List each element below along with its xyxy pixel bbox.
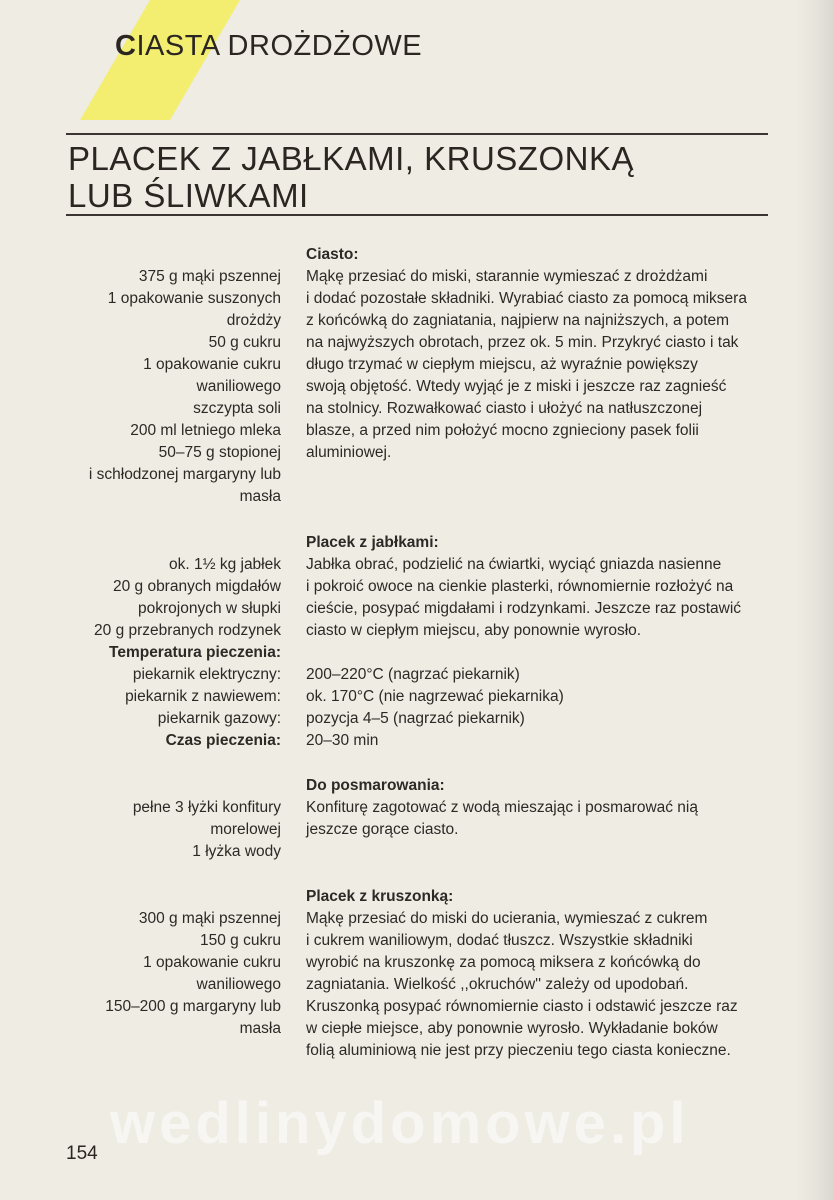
watermark: wedlinydomowe.pl	[110, 1091, 690, 1156]
instruction-line: blasze, a przed nim położyć mocno zgnieciony pasek folii	[306, 422, 699, 439]
ingredient-line: pokrojonych w słupki	[137, 600, 281, 617]
oven-gas-value: pozycja 4–5 (nagrzać piekarnik)	[306, 710, 525, 727]
ingredient-line: waniliowego	[196, 976, 281, 993]
kruszonka-instructions	[306, 886, 772, 1062]
baking-values	[306, 664, 772, 752]
recipe-title-line1: PLACEK Z JABŁKAMI, KRUSZONKĄ	[68, 140, 634, 177]
ingredient-line: masła	[239, 488, 281, 505]
ingredient-line: waniliowego	[196, 378, 281, 395]
instruction-line: zagniatania. Wielkość ,,okruchów'' zależy od upodobań.	[306, 976, 689, 993]
oven-gas-label: piekarnik gazowy:	[157, 710, 281, 727]
instruction-line: cieście, posypać migdałami i rodzynkami. Jeszcze raz postawić	[306, 600, 742, 617]
ingredient-line: morelowej	[210, 821, 281, 838]
instruction-line: wyrobić na kruszonkę za pomocą miksera z końcówką do	[306, 954, 701, 971]
ciasto-instructions	[306, 244, 772, 464]
ingredient-line: i schłodzonej margaryny lub	[88, 466, 281, 483]
recipe-title-line2: LUB ŚLIWKAMI	[68, 177, 309, 214]
ingredient-line: szczypta soli	[193, 400, 281, 417]
posmarowanie-heading: Do posmarowania:	[306, 777, 445, 794]
page-edge-shadow	[794, 0, 834, 1200]
instruction-line: w ciepłe miejsce, aby ponownie wyrosło. Wykładanie boków	[306, 1020, 718, 1037]
instruction-line: Mąkę przesiać do miski, starannie wymieszać z drożdżami	[306, 268, 708, 285]
instruction-line: jeszcze gorące ciasto.	[306, 821, 459, 838]
ingredient-line: ok. 1½ kg jabłek	[168, 556, 281, 573]
ingredient-line: 20 g obranych migdałów	[112, 578, 281, 595]
instruction-line: folią aluminiową nie jest przy pieczeniu tego ciasta konieczne.	[306, 1042, 731, 1059]
title-rule-bottom	[66, 214, 768, 216]
instruction-line: Kruszonką posypać równomiernie ciasto i odstawić jeszcze raz	[306, 998, 738, 1015]
oven-electric-label: piekarnik elektryczny:	[132, 666, 281, 683]
section-title	[115, 30, 422, 63]
ingredient-line: drożdży	[226, 312, 281, 329]
instruction-line: Mąkę przesiać do miski do ucierania, wymieszać z cukrem	[306, 910, 708, 927]
ingredient-line: 20 g przebranych rodzynek	[94, 622, 281, 639]
ingredient-line: 50–75 g stopionej	[158, 444, 281, 461]
instruction-line: na stolnicy. Rozwałkować ciasto i ułożyć na natłuszczonej	[306, 400, 703, 417]
kruszonka-heading: Placek z kruszonką:	[306, 888, 454, 905]
ingredient-line: pełne 3 łyżki konfitury	[132, 799, 281, 816]
instruction-line: ciasto w ciepłym miejscu, aby ponownie wyrosło.	[306, 622, 642, 639]
instruction-line: Jabłka obrać, podzielić na ćwiartki, wyciąć gniazda nasienne	[306, 556, 722, 573]
instruction-line: na najwyższych obrotach, przez ok. 5 min. Przykryć ciasto i tak	[306, 334, 739, 351]
jablka-heading: Placek z jabłkami:	[306, 534, 439, 551]
instruction-line: aluminiowej.	[306, 444, 392, 461]
kruszonka-ingredients	[60, 908, 281, 1040]
oven-electric-value: 200–220°C (nagrzać piekarnik)	[306, 666, 520, 683]
oven-fan-value: ok. 170°C (nie nagrzewać piekarnika)	[306, 688, 564, 705]
posmarowanie-instructions	[306, 775, 772, 841]
ingredient-line: 300 g mąki pszennej	[138, 910, 281, 927]
ingredient-line: 1 opakowanie cukru	[143, 954, 281, 971]
instruction-line: Konfiturę zagotować z wodą mieszając i posmarować nią	[306, 799, 698, 816]
section-title-initial: C	[115, 30, 137, 62]
baking-time-value: 20–30 min	[306, 732, 379, 749]
instruction-line: i pokroić owoce na cienkie plasterki, równomiernie rozłożyć na	[306, 578, 734, 595]
ingredient-line: 150 g cukru	[200, 932, 281, 949]
oven-fan-label: piekarnik z nawiewem:	[125, 688, 281, 705]
instruction-line: i dodać pozostałe składniki. Wyrabiać ciasto za pomocą miksera	[306, 290, 747, 307]
ingredient-line: masła	[239, 1020, 281, 1037]
recipe-title	[68, 140, 634, 214]
baking-time-label: Czas pieczenia:	[165, 732, 281, 749]
ingredient-line: 150–200 g margaryny lub	[105, 998, 281, 1015]
ingredient-line: 1 opakowanie cukru	[143, 356, 281, 373]
instruction-line: i cukrem waniliowym, dodać tłuszcz. Wszystkie składniki	[306, 932, 693, 949]
posmarowanie-ingredients	[60, 797, 281, 863]
title-rule-top	[66, 133, 768, 135]
ingredient-line: 200 ml letniego mleka	[130, 422, 281, 439]
ingredient-line: 1 opakowanie suszonych	[107, 290, 281, 307]
instruction-line: swoją objętość. Wtedy wyjąć je z miski i jeszcze raz zagnieść	[306, 378, 727, 395]
ingredient-line: 1 łyżka wody	[192, 843, 281, 860]
ciasto-ingredients	[60, 266, 281, 508]
instruction-line: z końcówką do zagniatania, najpierw na najniższych, a potem	[306, 312, 730, 329]
section-title-rest: IASTA DROŻDŻOWE	[136, 30, 423, 62]
ingredient-line: 50 g cukru	[208, 334, 281, 351]
instruction-line: długo trzymać w ciepłym miejscu, aż wyraźnie powiększy	[306, 356, 698, 373]
ciasto-heading: Ciasto:	[306, 246, 359, 263]
ingredient-line: 375 g mąki pszennej	[138, 268, 281, 285]
jablka-instructions	[306, 532, 772, 642]
baking-temp-label: Temperatura pieczenia:	[109, 644, 281, 661]
jablka-ingredients	[60, 554, 281, 752]
page-number: 154	[66, 1143, 98, 1164]
